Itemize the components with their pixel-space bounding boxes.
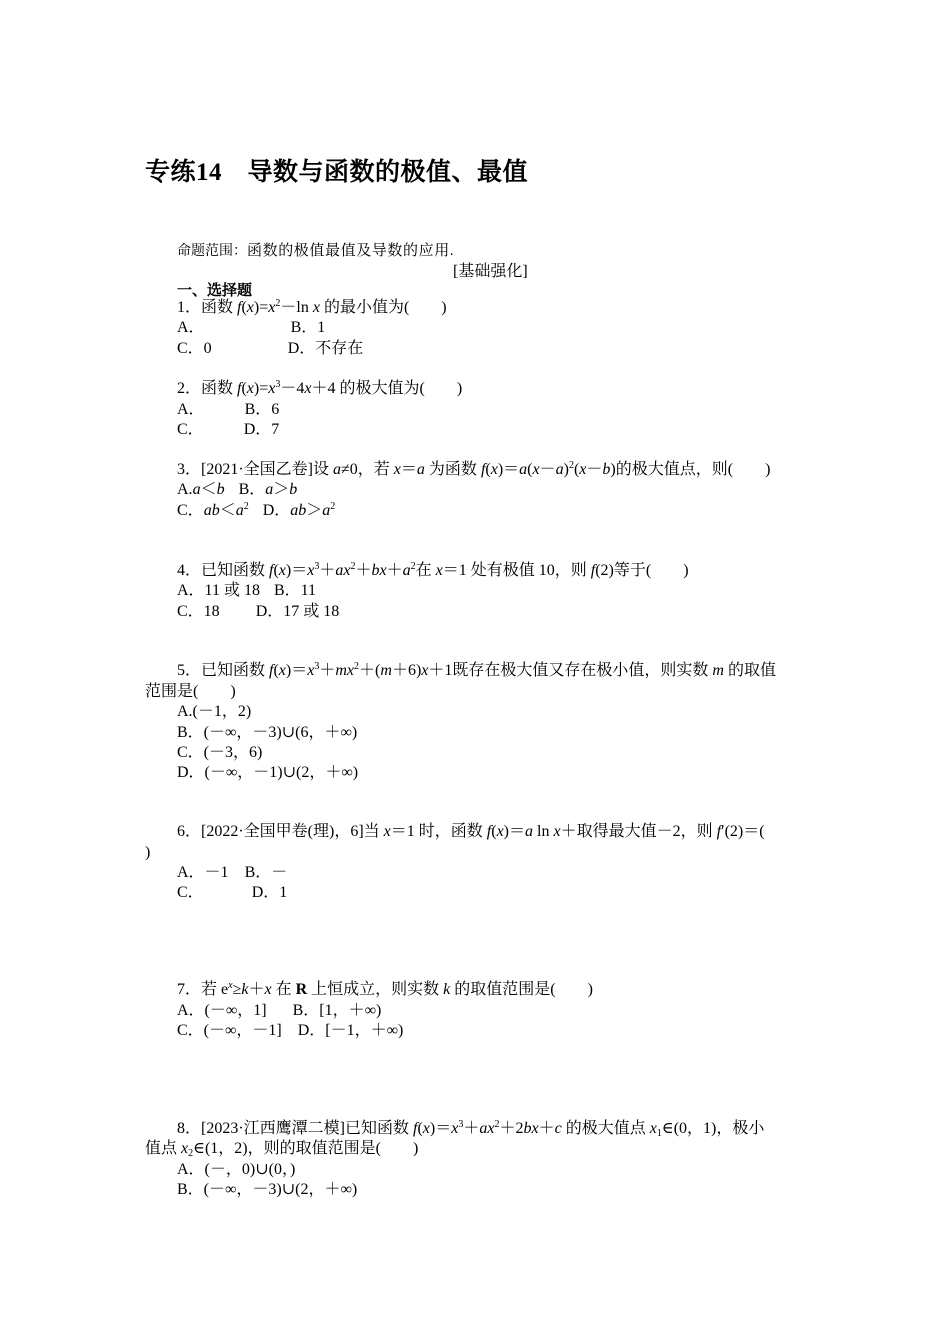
- question-2-stem: 2．函数 $f(x)=x^3-4x+4$ 的极大值为( ): [177, 379, 463, 397]
- question-2-options-row2: [177, 420, 279, 440]
- question-3-stem: 3．[2021·全国乙卷]设 a≠0，若 x＝a 为函数 $f(x)=a(x-a)^2(x-b)$的极大值点，则( ): [177, 460, 771, 478]
- option-c: C．: [177, 884, 204, 901]
- question-1-options-row1: [177, 318, 325, 338]
- option-a: A．: [177, 319, 205, 336]
- question-5-stem: 5．已知函数 $f(x)=x^3+mx^2+(m+6)x+1$既存在极大值又存在极小值，则实数 m 的取值: [177, 661, 776, 679]
- question-5-option-c: C．(－3，6): [177, 744, 263, 761]
- question-3-options-row1: A.a＜b B．a＞b: [177, 481, 298, 498]
- question-8-option-a: A．(－，0)∪(0，): [177, 1161, 296, 1178]
- option-d: D．不存在: [287, 340, 364, 357]
- question-8-stem-wrap: 值点 $x_2\in(1$，2)，则的取值范围是( ): [145, 1140, 419, 1159]
- option-d: D．7: [243, 421, 280, 438]
- question-8-option-b: B．(－∞，－3)∪(2，＋∞): [177, 1181, 358, 1198]
- option-b: B．[1，＋∞): [292, 1002, 382, 1019]
- question-7-stem: 7．若 $e^x\ge k+x$ 在 R 上恒成立，则实数 k 的取值范围是( ): [177, 980, 593, 998]
- question-4-options-row2: [177, 602, 339, 622]
- question-6-options-row1: [177, 863, 287, 883]
- question-4-options-row1: [177, 581, 316, 601]
- option-b: B．1: [290, 319, 326, 336]
- question-1-options-row2: [177, 339, 363, 359]
- topic-scope-label: 命题范围：: [177, 243, 247, 259]
- section-heading: 一、选择题: [177, 281, 253, 299]
- option-b: B．－: [244, 864, 288, 881]
- option-d: D．[－1，＋∞): [297, 1022, 404, 1039]
- option-c: C．: [177, 421, 204, 438]
- question-6-options-row2: [177, 883, 287, 903]
- option-b: B．6: [244, 401, 280, 418]
- option-a: A．11 或 18: [177, 582, 260, 599]
- question-8-stem: 8．[2023·江西鹰潭二模]已知函数 $f(x)=x^3+ax^2+2bx+c$ 的极大值点 $x_1\in(0$，1)，极小: [177, 1119, 765, 1139]
- topic-scope: [177, 239, 454, 260]
- option-b: B．11: [273, 582, 317, 599]
- option-c: C．(－∞，－1]: [177, 1022, 282, 1039]
- question-5-stem-wrap: 范围是( ): [145, 683, 236, 700]
- option-c: C．0: [177, 340, 212, 357]
- question-2-options-row1: [177, 400, 279, 420]
- question-6-stem: 6．[2022·全国甲卷(理)，6]当 x＝1 时，函数 f(x)＝a ln x＋取得最大值－2，则 f′(2)＝(: [177, 823, 765, 840]
- question-7-options-row1: [177, 1001, 381, 1021]
- question-5-option-a: A.(－1，2): [177, 703, 252, 720]
- question-3-options-row2: C．$ab<a^2$ D．$ab>a^2$: [177, 501, 336, 519]
- option-d: D．1: [251, 884, 288, 901]
- topic-scope-text: 函数的极值最值及导数的应用.: [247, 243, 455, 259]
- question-1-stem: 1．函数 $f(x)=x^2-\ln$ x 的最小值为( ): [177, 298, 447, 316]
- question-7-options-row2: [177, 1021, 403, 1041]
- level-tag: [基础强化]: [453, 263, 528, 280]
- option-a: A．(－∞，1]: [177, 1002, 267, 1019]
- option-c: C．18: [177, 603, 220, 620]
- question-6-stem-wrap: ): [145, 844, 151, 861]
- page-title: 专练14 导数与函数的极值、最值: [145, 159, 529, 186]
- option-d: D．17 或 18: [255, 603, 340, 620]
- question-5-option-b: B．(－∞，－3)∪(6，＋∞): [177, 724, 358, 741]
- option-a: A．－1: [177, 864, 229, 881]
- question-4-stem: 4．已知函数 $f(x)=x^3+ax^2+bx+a^2$在 x＝1 处有极值 10，则 f(2)等于( ): [177, 561, 689, 579]
- option-a: A．: [177, 401, 205, 418]
- question-5-option-d: D．(－∞，－1)∪(2，＋∞): [177, 764, 359, 781]
